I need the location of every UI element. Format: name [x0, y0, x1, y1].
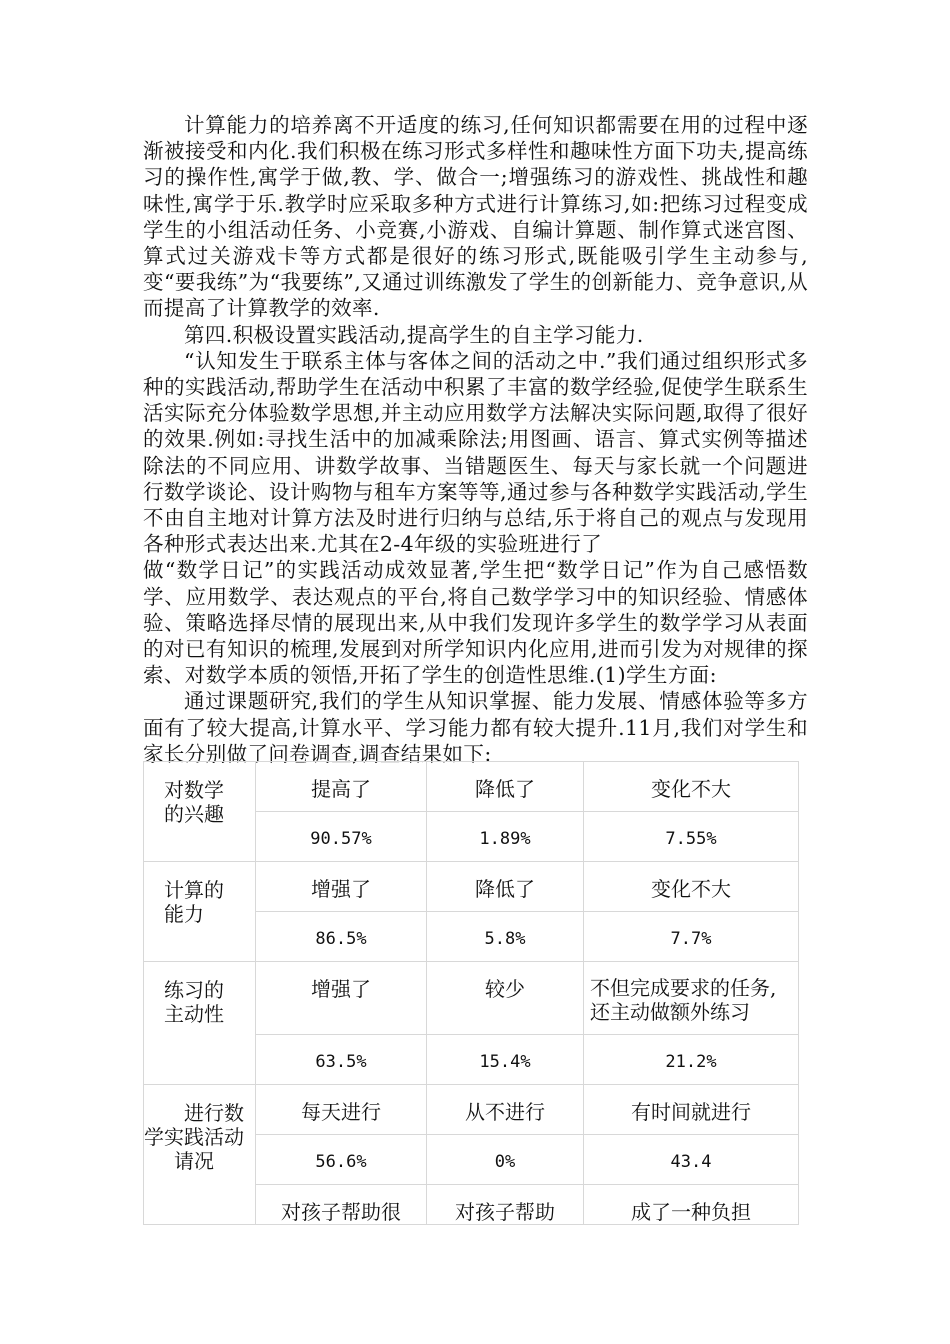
option-cell: 从不进行	[427, 1085, 584, 1135]
paragraph-practice: 计算能力的培养离不开适度的练习,任何知识都需要在用的过程中逐渐被接受和内化.我们积极在练习形式多样性和趣味性方面下功夫,提高练习的操作性,寓学于做,教、学、做合一;增强练习的游戏性、挑战性和趣味性,寓学于乐.教学时应采取多种方式进行计算练习,如:把练习过程变成学生的小组活动任务、小竞赛,小游戏、自编计算题、制作算式迷宫图、算式过关游戏卡等方式都是很好的练习形式,既能吸引学生主动参与,变“要我练”为“我要练”,又通过训练激发了学生的创新能力、竞争意识,从而提高了计算教学的效率.	[143, 113, 808, 321]
document-body	[143, 112, 808, 767]
value-cell: 1.89%	[427, 812, 584, 862]
option-cell: 成了一种负担	[584, 1185, 799, 1225]
option-cell: 有时间就进行	[584, 1085, 799, 1135]
table-row	[144, 1085, 799, 1135]
value-cell: 7.55%	[584, 812, 799, 862]
value-cell: 63.5%	[256, 1035, 427, 1085]
option-cell: 变化不大	[584, 762, 799, 812]
category-cell: 练习的 主动性	[144, 962, 256, 1085]
category-cell: 对数学 的兴趣	[144, 762, 256, 862]
option-cell: 变化不大	[584, 862, 799, 912]
value-cell: 90.57%	[256, 812, 427, 862]
survey-results-table	[143, 761, 799, 1225]
option-cell: 降低了	[427, 862, 584, 912]
value-cell: 21.2%	[584, 1035, 799, 1085]
value-cell: 43.4	[584, 1135, 799, 1185]
option-cell: 对孩子帮助很	[256, 1185, 427, 1225]
value-cell: 5.8%	[427, 912, 584, 962]
value-cell: 7.7%	[584, 912, 799, 962]
option-cell: 增强了	[256, 862, 427, 912]
paragraph-math-diary: 做“数学日记”的实践活动成效显著,学生把“数学日记”作为自己感悟数学、应用数学、表达观点的平台,将自己数学学习中的知识经验、情感体验、策略选择尽情的展现出来,从中我们发现许多学生的数学学习从表面的对已有知识的梳理,发展到对所学知识内化应用,进而引发为对规律的探索、对数学本质的领悟,开拓了学生的创造性思维.(1)学生方面:	[143, 558, 808, 688]
value-cell: 56.6%	[256, 1135, 427, 1185]
table-row	[144, 962, 799, 1035]
option-cell: 较少	[427, 962, 584, 1035]
table-row	[144, 862, 799, 912]
table-row	[144, 762, 799, 812]
category-cell: 计算的 能力	[144, 862, 256, 962]
section-heading-fourth: 第四.积极设置实践活动,提高学生的自主学习能力.	[184, 322, 644, 347]
paragraph-survey-intro: 通过课题研究,我们的学生从知识掌握、能力发展、情感体验等多方面有了较大提高,计算水平、学习能力都有较大提升.11月,我们对学生和家长分别做了问卷调查,调查结果如下:	[143, 689, 808, 766]
option-cell: 增强了	[256, 962, 427, 1035]
value-cell: 86.5%	[256, 912, 427, 962]
option-cell: 每天进行	[256, 1085, 427, 1135]
value-cell: 0%	[427, 1135, 584, 1185]
option-cell: 提高了	[256, 762, 427, 812]
option-cell: 对孩子帮助	[427, 1185, 584, 1225]
paragraph-activities: “认知发生于联系主体与客体之间的活动之中.”我们通过组织形式多种的实践活动,帮助学生在活动中积累了丰富的数学经验,促使学生联系生活实际充分体验数学思想,并主动应用数学方法解决实际问题,取得了很好的效果.例如:寻找生活中的加减乘除法;用图画、语言、算式实例等描述除法的不同应用、讲数学故事、当错题医生、每天与家长就一个问题进行数学谈论、设计购物与租车方案等等,通过参与各种数学实践活动,学生不由自主地对计算方法及时进行归纳与总结,乐于将自己的观点与发现用各种形式表达出来.尤其在2-4年级的实验班进行了	[143, 348, 808, 557]
value-cell: 15.4%	[427, 1035, 584, 1085]
category-cell: 进行数 学实践活动 请况	[144, 1085, 256, 1225]
option-cell: 不但完成要求的任务,还主动做额外练习	[584, 962, 799, 1035]
option-cell: 降低了	[427, 762, 584, 812]
